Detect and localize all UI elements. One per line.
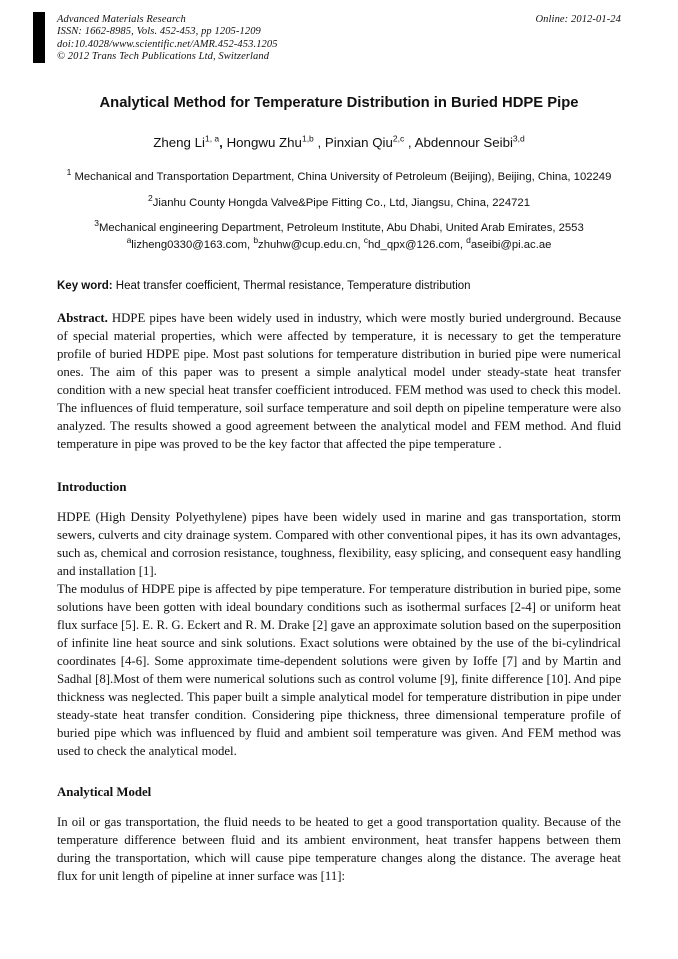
abstract-text: HDPE pipes have been widely used in industry, which were mostly buried underground. Because of special material properties, which were affected by temperature, it is necessary to get the temperature profile of buried HDPE pipe. Most past solutions for temperature distribution in buried pipe were numerical ones. The aim of this paper was to present a simple analytical model under steady-state heat transfer condition with a new special heat transfer coefficient introduced. FEM method was used to check this model. The influences of fluid temperature, soil surface temperature and soil depth on pipeline temperature were also analyzed. The results showed a good agreement between the analytical model and FEM method. And fluid temperature in pipe was proved to be the key factor that affected the pipe temperature . — [57, 311, 621, 452]
keywords-line — [57, 279, 621, 293]
section-heading-analytical-model: Analytical Model — [57, 785, 152, 800]
introduction-paragraph-1: HDPE (High Density Polyethylene) pipes have been widely used in marine and gas transportation, storm sewers, culverts and city drainage system. Compared with other conventional pipes, it has its own advantages, such as, chemical and corrosion resistance, toughness, flexibility, easy splicing, and consequent easy handling and installation [1]. — [57, 510, 621, 579]
author: Pinxian Qiu$^{2,c}$ , — [324, 133, 415, 151]
affiliation-2: $^2$Jianhu County Hongda Valve&Pipe Fitting Co., Ltd, Jiangsu, China, 224721 — [148, 192, 530, 209]
author-affiliation-sup: 1,b — [301, 133, 314, 144]
black-vertical-bar — [33, 12, 45, 63]
author-emails-line — [57, 234, 621, 254]
paper-title: Analytical Method for Temperature Distribution in Buried HDPE Pipe — [99, 95, 579, 112]
analytical-model-paragraph-1: In oil or gas transportation, the fluid needs to be heated to get a good transportation quality. Because of the temperature difference between fluid and its ambient environment, heat transfer happens between them during the transportation, which will cause pipe temperature changes along the distance. The average heat flux for unit length of pipeline at inner surface was [11]: — [57, 815, 621, 884]
author-email: $^a$lizheng0330@163.com, — [126, 234, 254, 251]
keywords-text: Heat transfer coefficient, Thermal resistance, Temperature distribution — [112, 280, 471, 293]
affiliation-1: $^1$ Mechanical and Transportation Department, China University of Petroleum (Beijing), Beijing, China, 102249 — [66, 167, 612, 184]
author-email: $^d$aseibi@pi.ac.ae — [466, 234, 552, 251]
author-line — [57, 134, 621, 152]
copyright-line: © 2012 Trans Tech Publications Ltd, Switzerland — [57, 50, 270, 62]
author-email: $^c$hd_qpx@126.com, — [363, 234, 467, 251]
author: Zheng Li$^{1, a}$, — [153, 133, 227, 151]
affiliation-3: $^3$Mechanical engineering Department, Petroleum Institute, Abu Dhabi, United Arab Emirates, 2553 — [94, 218, 584, 235]
abstract-label: Abstract. — [57, 311, 108, 326]
keywords-label: Key word: — [57, 280, 113, 293]
author-email: $^b$zhuhw@cup.edu.cn, — [253, 234, 364, 251]
doi-line: doi:10.4028/www.scientific.net/AMR.452-453.1205 — [57, 38, 278, 50]
author-affiliation-sup: 1, a — [204, 133, 220, 144]
journal-info-block — [57, 14, 278, 63]
introduction-paragraph-2: The modulus of HDPE pipe is affected by pipe temperature. For temperature distribution in buried pipe, some solutions have been gotten with ideal boundary conditions such as isothermal surfaces [2-4] or uniform heat flux surface [5]. E. R. G. Eckert and R. M. Drake [2] gave an approximate solution based on the superposition of infinite line heat source and sink solutions. Exact solutions were obtained by the use of the bi-cylindrical coordinates [4-6]. Some approximate time-dependent solutions were given by Ioffe [7] and by Martin and Sadhal [8].Most of them were numerical solutions such as control volume [9], finite difference [10]. And pipe thickness was neglected. This paper built a simple analytical model for temperature distribution in pipe under steady-state heat transfer condition. Considering pipe thickness, three dimensional temperature profile of buried pipe which was influenced by fluid and ambient soil temperature was given. And FEM method was used to check the analytical model. — [57, 582, 621, 759]
page-header — [57, 14, 621, 63]
affiliation-sup: 1 — [66, 167, 72, 178]
affiliation-sup: 3 — [94, 218, 99, 229]
online-date: Online: 2012-01-24 — [535, 14, 621, 25]
author-affiliation-sup: 2,c — [392, 133, 405, 144]
journal-name: Advanced Materials Research — [57, 14, 186, 25]
abstract — [57, 309, 621, 453]
author: Hongwu Zhu$^{1,b}$ , — [226, 133, 325, 151]
issn-line: ISSN: 1662-8985, Vols. 452-453, pp 1205-1209 — [57, 26, 261, 38]
author: Abdennour Seibi$^{3,d}$ — [414, 133, 525, 151]
section-heading-introduction: Introduction — [57, 480, 127, 495]
affiliation-sup: 2 — [148, 192, 153, 203]
author-affiliation-sup: 3,d — [512, 133, 525, 144]
